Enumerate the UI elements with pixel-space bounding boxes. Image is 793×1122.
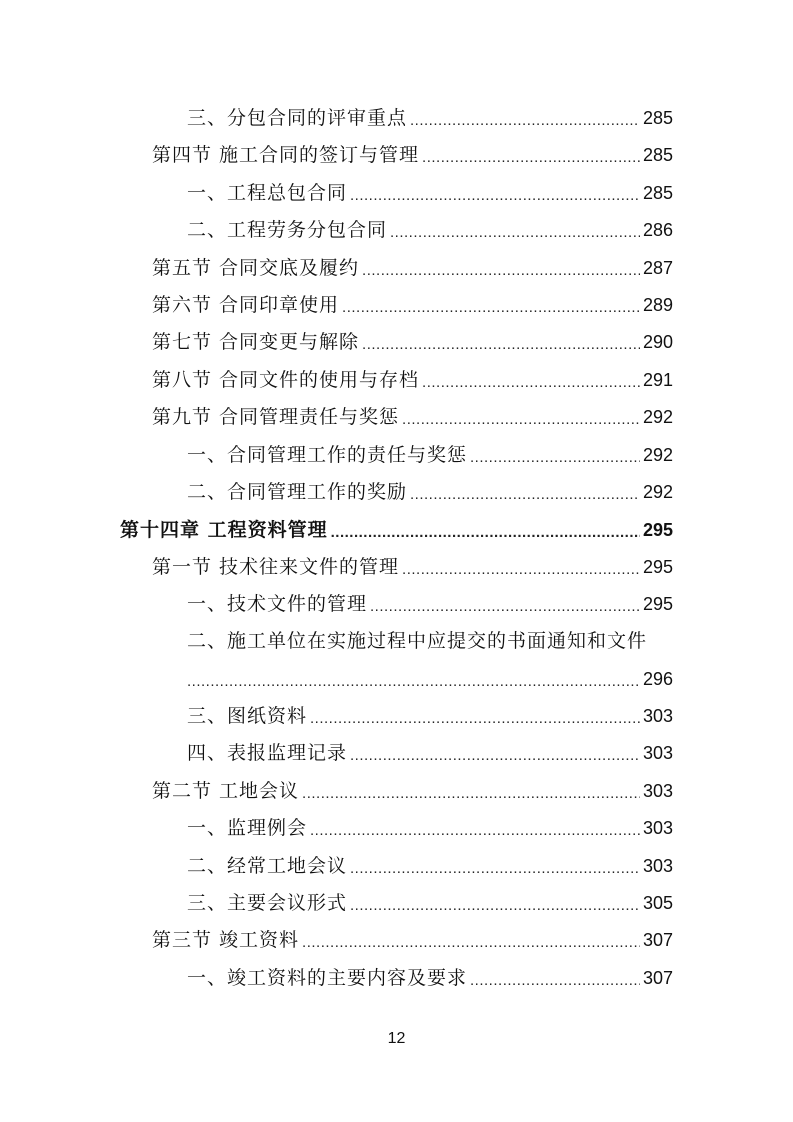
dot-leader [410, 474, 640, 511]
dot-leader [422, 362, 640, 399]
toc-entry-page: 295 [642, 557, 673, 577]
toc-entry-page: 303 [642, 781, 673, 801]
toc-entry-title: 四、表报监理记录 [187, 742, 348, 764]
toc-entry[interactable] [152, 137, 673, 174]
toc-entry-page: 292 [642, 445, 673, 465]
toc-entry-title: 三、图纸资料 [187, 705, 308, 727]
toc-entry-page: 286 [642, 220, 673, 240]
dot-leader [402, 399, 640, 436]
toc-entry[interactable] [187, 437, 673, 474]
dot-leader [331, 512, 640, 549]
dot-leader [362, 324, 640, 361]
toc-entry-page: 292 [642, 407, 673, 427]
toc-entry[interactable] [187, 586, 673, 623]
dot-leader [350, 175, 640, 212]
dot-leader [390, 212, 640, 249]
toc-entry-title: 第五节 合同交底及履约 [152, 257, 360, 279]
toc-entry[interactable] [152, 287, 673, 324]
toc-entry-title: 二、经常工地会议 [187, 855, 348, 877]
toc-entry[interactable] [152, 399, 673, 436]
toc-entry-title: 一、工程总包合同 [187, 182, 348, 204]
toc-entry-page: 289 [642, 295, 673, 315]
toc-entry-title: 第八节 合同文件的使用与存档 [152, 369, 420, 391]
toc-entry-title: 一、监理例会 [187, 817, 308, 839]
toc-entry[interactable] [187, 100, 673, 137]
toc-entry-page: 287 [642, 258, 673, 278]
dot-leader [402, 549, 640, 586]
dot-leader [187, 661, 640, 698]
dot-leader [470, 960, 640, 997]
toc-entry-page: 305 [642, 893, 673, 913]
toc-entry-page: 285 [642, 183, 673, 203]
toc-entry-page: 285 [642, 145, 673, 165]
dot-leader [422, 137, 640, 174]
toc-entry-title: 三、分包合同的评审重点 [187, 107, 408, 129]
toc-entry-title: 三、主要会议形式 [187, 892, 348, 914]
toc-entry-title: 第九节 合同管理责任与奖惩 [152, 406, 400, 428]
dot-leader [310, 810, 640, 847]
toc-entry[interactable] [187, 175, 673, 212]
dot-leader [410, 100, 640, 137]
toc-entry-page: 285 [642, 108, 673, 128]
toc-entry[interactable] [187, 698, 673, 735]
toc-entry-title: 一、竣工资料的主要内容及要求 [187, 967, 468, 989]
toc-entry[interactable] [187, 810, 673, 847]
toc-entry-page: 295 [642, 594, 673, 614]
dot-leader [310, 698, 640, 735]
toc-entry-title: 第一节 技术往来文件的管理 [152, 556, 400, 578]
toc-entry-title-wrapped[interactable]: 二、施工单位在实施过程中应提交的书面通知和文件 [187, 630, 648, 652]
toc-entry-title: 第六节 合同印章使用 [152, 294, 340, 316]
toc-entry-page: 290 [642, 332, 673, 352]
toc-entry-title: 二、工程劳务分包合同 [187, 219, 388, 241]
toc-entry[interactable] [152, 362, 673, 399]
toc-entry-page: 303 [642, 743, 673, 763]
dot-leader [362, 250, 640, 287]
toc-chapter-entry[interactable] [120, 512, 673, 549]
dot-leader [302, 922, 640, 959]
toc-entry-title: 一、技术文件的管理 [187, 593, 368, 615]
toc-entry-page: 296 [642, 669, 673, 689]
toc-entry-page: 307 [642, 930, 673, 950]
toc-entry-page: 295 [642, 520, 673, 540]
dot-leader [342, 287, 640, 324]
toc-entry-continuation[interactable] [187, 661, 673, 698]
toc-entry[interactable] [187, 474, 673, 511]
toc-entry[interactable] [187, 212, 673, 249]
toc-entry-page: 292 [642, 482, 673, 502]
toc-entry-page: 291 [642, 370, 673, 390]
page-number: 12 [387, 1030, 406, 1047]
toc-entry-page: 303 [642, 706, 673, 726]
toc-entry[interactable] [187, 848, 673, 885]
toc-entry[interactable] [187, 885, 673, 922]
toc-entry[interactable] [187, 735, 673, 772]
toc-entry[interactable] [187, 960, 673, 997]
dot-leader [350, 848, 640, 885]
toc-entry[interactable] [152, 250, 673, 287]
toc-entry-title: 第四节 施工合同的签订与管理 [152, 144, 420, 166]
toc-entry-title: 第二节 工地会议 [152, 780, 300, 802]
toc-entry[interactable] [152, 773, 673, 810]
toc-entry-page: 307 [642, 968, 673, 988]
toc-entry-title: 二、合同管理工作的奖励 [187, 481, 408, 503]
toc-entry[interactable] [152, 324, 673, 361]
toc-entry-title: 一、合同管理工作的责任与奖惩 [187, 444, 468, 466]
dot-leader [370, 586, 640, 623]
toc-entry-title: 第十四章 工程资料管理 [120, 519, 328, 541]
toc-entry[interactable] [152, 922, 673, 959]
toc-entry-page: 303 [642, 818, 673, 838]
toc-entry-page: 303 [642, 856, 673, 876]
toc-entry-title: 第三节 竣工资料 [152, 929, 300, 951]
dot-leader [350, 885, 640, 922]
toc-entry-title: 第七节 合同变更与解除 [152, 331, 360, 353]
dot-leader [470, 437, 640, 474]
dot-leader [302, 773, 640, 810]
dot-leader [350, 735, 640, 772]
toc-entry[interactable] [152, 549, 673, 586]
